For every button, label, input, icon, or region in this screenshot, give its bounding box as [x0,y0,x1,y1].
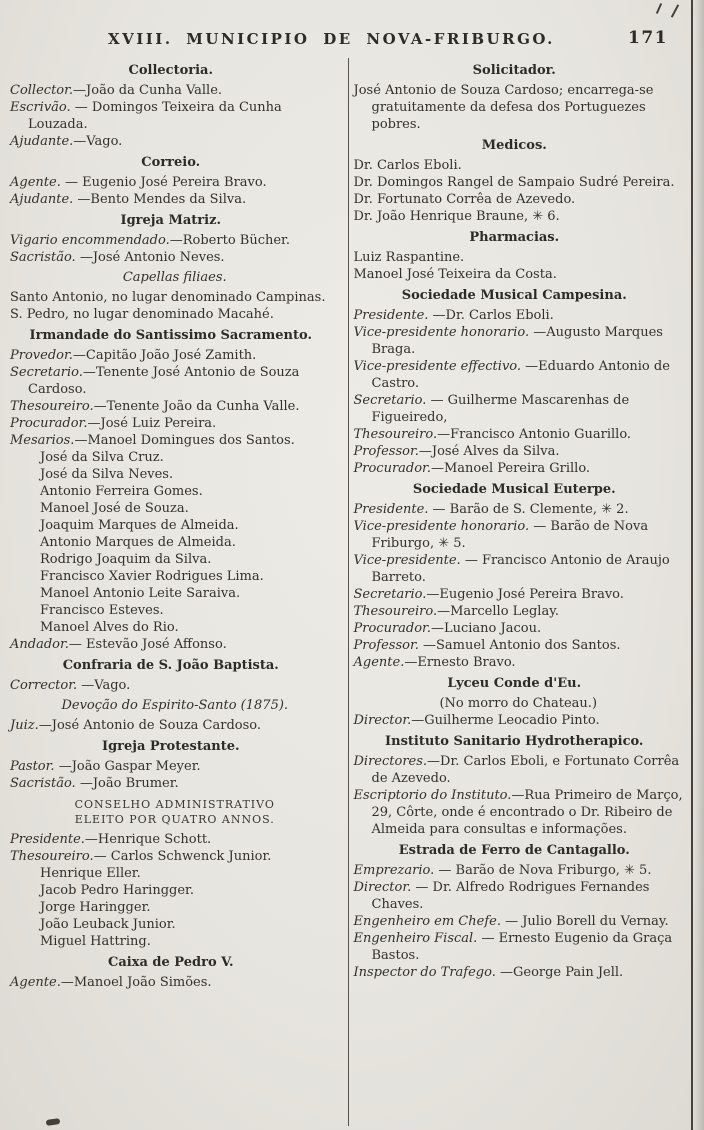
directory-entry [10,831,340,848]
directory-entry [354,426,684,443]
column-divider-rule [348,58,349,1126]
directory-entry [10,249,340,266]
office-holder: —Tenente José Antonio de Souza Cardoso. [28,365,300,397]
directory-member: Francisco Xavier Rodrigues Lima. [40,569,264,584]
office-holder: —Eduardo Antonio de Castro. [371,359,670,391]
office-holder: — Domingos Teixeira da Cunha Louzada. [28,100,282,132]
office-holder: —Guilherme Leocadio Pinto. [411,713,600,728]
office-title: Agente. [10,975,61,990]
directory-entry [10,717,340,734]
directory-entry [354,586,684,603]
office-title: Directores. [353,754,428,769]
directory-center: (No morro do Chateau.) [439,696,598,711]
directory-entry [354,518,684,552]
section-heading: Instituto Sanitario Hydrotherapico. [385,734,644,749]
directory-entry [10,775,340,792]
office-holder: —Eugenio José Pereira Bravo. [426,587,624,602]
page-number: 171 [628,28,668,48]
directory-subheading: Capellas filiaes. [122,270,227,285]
office-title: Presidente. [353,308,429,323]
section-heading: Collectoria. [128,63,213,78]
directory-entry [354,930,684,964]
office-holder: —Manoel Domingues dos Santos. [74,433,295,448]
office-holder: —Francisco Antonio Guarillo. [437,427,632,442]
office-holder: — Barão de S. Clemente, ✳ 2. [428,502,629,517]
columns-container [8,58,688,1126]
directory-plain: Dr. Carlos Eboli. [353,158,462,173]
directory-entry [10,232,340,249]
directory-member: Manoel José de Souza. [40,501,189,516]
office-title: Vice-presidente effectivo. [353,359,522,374]
office-title: Corrector. [10,678,78,693]
office-title: Pastor. [10,759,55,774]
directory-entry [354,460,684,477]
office-title: Secretario. [10,365,83,380]
office-holder: —Luciano Jacou. [430,621,542,636]
directory-entry [354,620,684,637]
office-holder: — Barão de Nova Friburgo, ✳ 5. [371,519,649,551]
office-holder: —João Gaspar Meyer. [54,759,201,774]
page-title: XVIII. MUNICIPIO DE NOVA-FRIBURGO. [108,30,555,48]
section-heading: Medicos. [481,138,547,153]
office-title: Agente. [10,175,61,190]
directory-smallcaps: CONSELHO ADMINISTRATIVO ELEITO POR QUATRO ANNOS. [74,798,275,826]
page-header [0,28,704,54]
directory-entry [354,358,684,392]
directory-entry [10,636,340,653]
office-title: Juiz. [10,718,39,733]
office-holder: — Julio Borell du Vernay. [500,914,669,929]
directory-entry [10,99,340,133]
directory-plain: Santo Antonio, no lugar denominado Campinas. [10,290,326,305]
office-title: Escrivão. [10,100,71,115]
section-heading: Sociedade Musical Euterpe. [412,482,616,497]
office-holder: —Ernesto Bravo. [404,655,516,670]
directory-entry [10,848,340,865]
office-title: Thesoureiro. [10,849,94,864]
office-holder: —Vago. [73,134,123,149]
section-heading: Lyceu Conde d'Eu. [447,676,582,691]
office-title: Thesoureiro. [353,427,438,442]
office-holder: —José Antonio Neves. [75,250,225,265]
directory-plain: Dr. Fortunato Corrêa de Azevedo. [353,192,576,207]
directory-entry [10,677,340,694]
office-holder: —Marcello Leglay. [437,604,559,619]
directory-member: João Leuback Junior. [40,917,176,932]
directory-entry [10,432,340,449]
office-holder: —João da Cunha Valle. [73,83,223,98]
directory-entry [354,307,684,324]
office-holder: —George Pain Jell. [495,965,624,980]
directory-entry [354,712,684,729]
directory-plain: Manoel José Teixeira da Costa. [353,267,557,282]
office-title: Vice-presidente honorario. [353,519,530,534]
section-heading: Igreja Protestante. [101,739,240,754]
office-title: Professor. [353,444,419,459]
directory-plain: Luiz Raspantine. [353,250,465,265]
directory-member: José da Silva Neves. [40,467,174,482]
directory-entry [10,364,340,398]
page-edge-line [691,0,693,1130]
office-title: Agente. [353,655,405,670]
office-title: Ajudante. [10,134,74,149]
directory-member: Miguel Hattring. [40,934,151,949]
directory-subheading: Devoção do Espirito-Santo (1875). [61,698,289,713]
office-title: Vice-presidente. [353,553,461,568]
office-title: Ajudante. [10,192,74,207]
office-title: Secretario. [353,393,427,408]
directory-entry [354,964,684,981]
office-title: Andador. [10,637,69,652]
office-title: Presidente. [10,832,85,847]
office-holder: — Eugenio José Pereira Bravo. [60,175,267,190]
office-title: Engenheiro Fiscal. [353,931,478,946]
office-holder: —Bento Mendes da Silva. [73,192,247,207]
directory-entry [10,174,340,191]
office-holder: —Manoel Pereira Grillo. [430,461,591,476]
directory-plain: José Antonio de Souza Cardoso; encarrega-se gratuitamente da defesa dos Portuguezes pobres. [353,83,654,132]
office-holder: —Capitão João José Zamith. [72,348,257,363]
office-holder: —Augusto Marques Braga. [371,325,663,357]
office-holder: —Roberto Bücher. [169,233,290,248]
directory-entry [354,501,684,518]
directory-entry [354,753,684,787]
office-title: Secretario. [353,587,427,602]
section-heading: Irmandade do Santissimo Sacramento. [29,328,312,343]
page-edge-shadow [694,0,704,1130]
directory-member: Antonio Marques de Almeida. [40,535,236,550]
office-holder: —Rua Primeiro de Março, 29, Côrte, onde é encontrado o Dr. Ribeiro de Almeida para consultas e informações. [371,788,683,837]
section-heading: Caixa de Pedro V. [108,955,234,970]
directory-entry [10,974,340,991]
office-title: Thesoureiro. [353,604,438,619]
office-title: Collector. [10,83,74,98]
office-title: Engenheiro em Chefe. [353,914,501,929]
directory-entry [354,552,684,586]
directory-entry [10,133,340,150]
directory-entry [354,603,684,620]
office-title: Procurador. [353,621,431,636]
office-holder: — Guilherme Mascarenhas de Figueiredo, [371,393,630,425]
office-holder: —Dr. Carlos Eboli. [428,308,554,323]
directory-entry [354,392,684,426]
scan-artifact [671,4,679,17]
office-title: Vigario encommendado. [10,233,170,248]
office-holder: —João Brumer. [75,776,179,791]
office-title: Inspector do Trafego. [353,965,496,980]
office-title: Thesoureiro. [10,399,94,414]
directory-entry [354,879,684,913]
directory-member: Henrique Eller. [40,866,141,881]
office-title: Emprezario. [353,863,435,878]
directory-member: José da Silva Cruz. [40,450,164,465]
office-title: Procurador. [353,461,431,476]
directory-member: Joaquim Marques de Almeida. [40,518,239,533]
office-holder: — Estevão José Affonso. [68,637,227,652]
office-holder: —Henrique Schott. [84,832,212,847]
section-heading: Confraria de S. João Baptista. [62,658,279,673]
office-holder: — Dr. Alfredo Rodrigues Fernandes Chaves. [371,880,650,912]
directory-entry [354,787,684,838]
office-title: Professor. [353,638,419,653]
office-title: Escriptorio do Instituto. [353,788,512,803]
section-heading: Correio. [141,155,201,170]
directory-entry [10,415,340,432]
directory-member: Jacob Pedro Haringger. [40,883,194,898]
directory-entry [354,637,684,654]
directory-entry [354,654,684,671]
directory-member: Francisco Esteves. [40,603,164,618]
section-heading: Sociedade Musical Campesina. [401,288,627,303]
office-holder: — Ernesto Eugenio da Graça Bastos. [371,931,673,963]
directory-member: Rodrigo Joaquim da Silva. [40,552,212,567]
directory-plain: Dr. João Henrique Braune, ✳ 6. [353,209,560,224]
directory-entry [10,398,340,415]
directory-entry [354,913,684,930]
directory-member: Manoel Antonio Leite Saraiva. [40,586,241,601]
directory-plain: Dr. Domingos Rangel de Sampaio Sudré Pereira. [353,175,675,190]
directory-entry [10,191,340,208]
office-title: Director. [353,713,412,728]
scan-artifact [656,3,662,14]
office-title: Provedor. [10,348,73,363]
right-column [352,58,689,1126]
office-holder: —José Alves da Silva. [418,444,560,459]
office-holder: — Carlos Schwenck Junior. [93,849,272,864]
office-title: Vice-presidente honorario. [353,325,530,340]
directory-entry [10,758,340,775]
directory-entry [10,347,340,364]
office-holder: —Samuel Antonio dos Santos. [418,638,621,653]
office-title: Director. [353,880,412,895]
left-column [8,58,345,1126]
section-heading: Igreja Matriz. [120,213,221,228]
office-holder: — Francisco Antonio de Araujo Barreto. [371,553,670,585]
directory-entry [354,862,684,879]
office-holder: —Vago. [77,678,131,693]
office-holder: —José Antonio de Souza Cardoso. [38,718,262,733]
directory-member: Antonio Ferreira Gomes. [40,484,203,499]
section-heading: Solicitador. [472,63,556,78]
section-heading: Pharmacias. [469,230,560,245]
directory-entry [354,324,684,358]
directory-entry [354,443,684,460]
directory-member: Manoel Alves do Rio. [40,620,179,635]
directory-entry [10,82,340,99]
office-title: Mesarios. [10,433,75,448]
office-holder: — Barão de Nova Friburgo, ✳ 5. [434,863,652,878]
office-title: Sacristão. [10,250,76,265]
office-title: Procurador. [10,416,88,431]
section-heading: Estrada de Ferro de Cantagallo. [398,843,630,858]
directory-plain: S. Pedro, no lugar denominado Macahé. [10,307,274,322]
office-holder: —Tenente João da Cunha Valle. [93,399,300,414]
office-title: Sacristão. [10,776,76,791]
office-holder: —Manoel João Simões. [60,975,212,990]
office-title: Presidente. [353,502,429,517]
office-holder: —José Luiz Pereira. [87,416,217,431]
directory-member: Jorge Haringger. [40,900,151,915]
office-holder: —Dr. Carlos Eboli, e Fortunato Corrêa de Azevedo. [371,754,680,786]
